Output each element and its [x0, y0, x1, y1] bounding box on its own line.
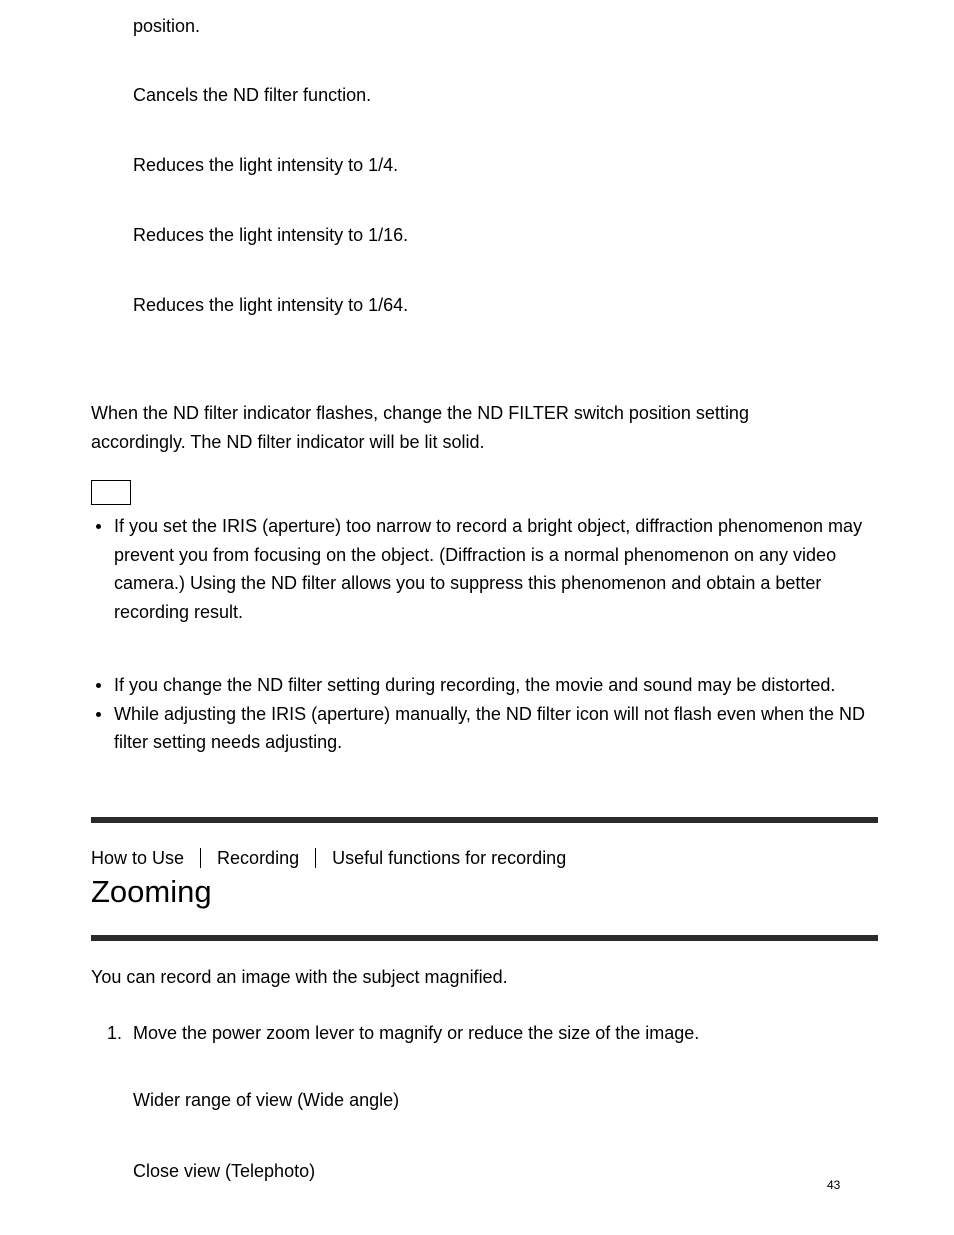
breadcrumb-separator: [200, 848, 201, 868]
nd-option-off: Cancels the ND filter function.: [133, 85, 372, 105]
nd-option-sixtyfourth: Reduces the light intensity to 1/64.: [133, 295, 409, 315]
note-bullet: While adjusting the IRIS (aperture) manually, the ND filter icon will not flash even when the ND filter setting needs adjusting.: [91, 700, 881, 757]
zoom-option-telephoto: Close view (Telephoto): [133, 1161, 316, 1181]
indicator-note: When the ND filter indicator flashes, change the ND FILTER switch position setting accordingly. The ND filter indicator will be lit solid.: [91, 403, 749, 452]
breadcrumb: [91, 844, 566, 872]
nd-option-quarter: Reduces the light intensity to 1/4.: [133, 155, 399, 175]
breadcrumb-item-useful-functions[interactable]: Useful functions for recording: [332, 848, 567, 868]
zoom-intro: You can record an image with the subject magnified.: [91, 967, 508, 987]
hint-list: [91, 512, 881, 626]
zoom-option-wide: Wider range of view (Wide angle): [133, 1090, 400, 1110]
nd-option-sixteenth: Reduces the light intensity to 1/16.: [133, 225, 409, 245]
hint-bullet: If you set the IRIS (aperture) too narrow to record a bright object, diffraction phenomenon may prevent you from focusing on the object. (Diffraction is a normal phenomenon on any video camera.) Using the ND filter allows you to suppress this phenomenon and obtain a better recording result.: [91, 512, 881, 626]
section-divider-bottom: [91, 935, 878, 941]
note-list: [91, 671, 881, 757]
breadcrumb-item-recording[interactable]: Recording: [217, 848, 300, 868]
breadcrumb-item-how-to-use[interactable]: How to Use: [91, 848, 185, 868]
section-divider-top: [91, 817, 878, 823]
hint-label-box: [91, 480, 131, 505]
note-bullet: If you change the ND filter setting during recording, the movie and sound may be distorted.: [91, 671, 881, 700]
continued-text: position.: [133, 16, 201, 36]
page-title: Zooming: [91, 874, 212, 909]
step-text: Move the power zoom lever to magnify or reduce the size of the image.: [133, 1023, 700, 1043]
breadcrumb-separator: [315, 848, 316, 868]
step-number: 1.: [107, 1023, 123, 1043]
page-number: 43: [827, 1178, 841, 1192]
